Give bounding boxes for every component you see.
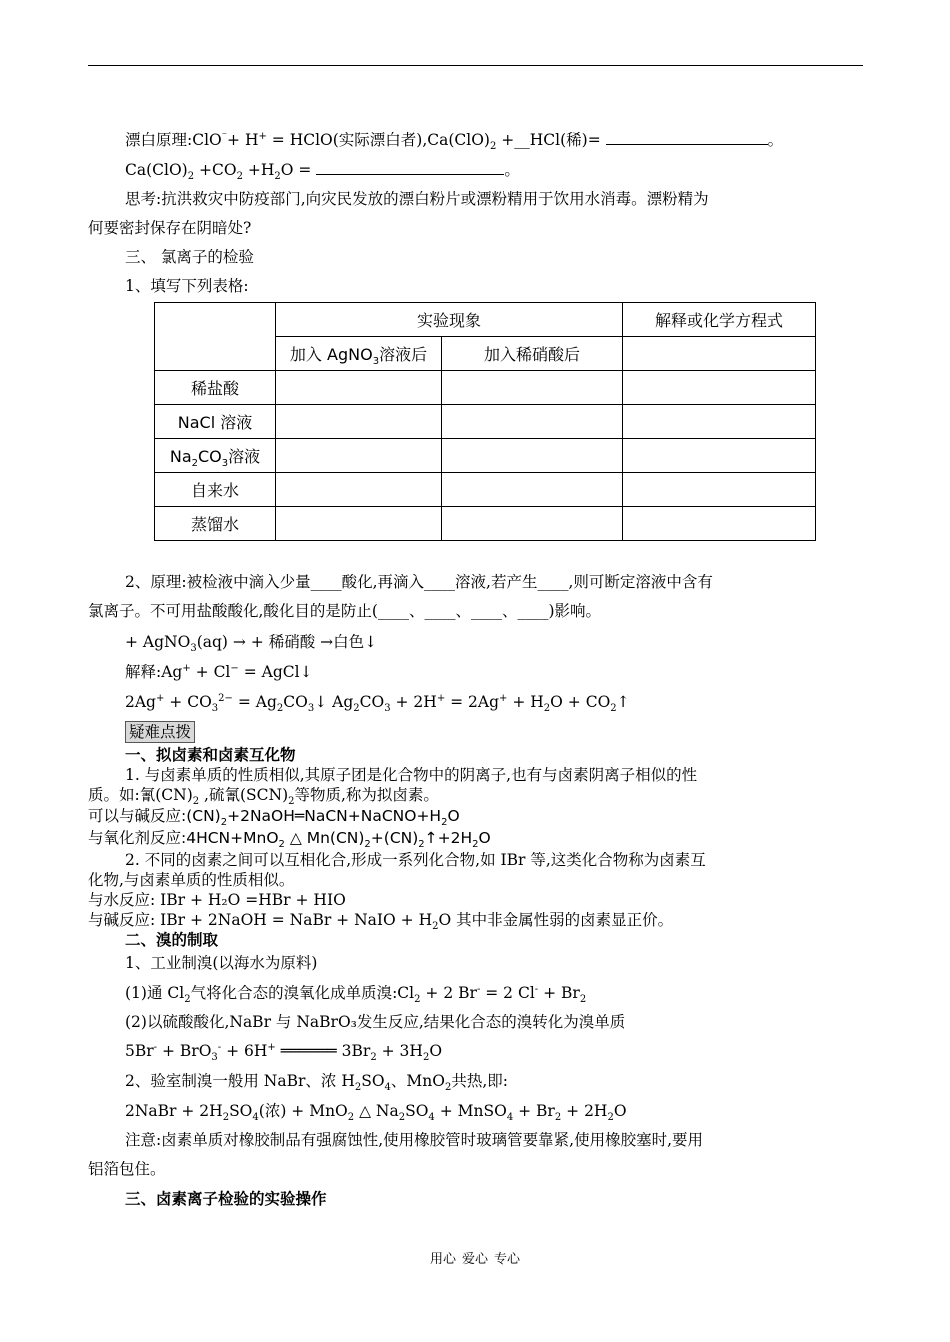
think-line-2: 何要密封保存在阴暗处? — [88, 219, 252, 237]
table-cell[interactable] — [623, 507, 816, 541]
table-cell[interactable] — [276, 371, 442, 405]
answer-blank — [606, 130, 768, 145]
lab-bromine: 2、验室制溴一般用 NaBr、浓 $H_2SO_4$、MnO$_2$共热,即: — [125, 1072, 509, 1094]
pseudo-title: 一、拟卤素和卤素互化物 — [125, 746, 296, 764]
table-row — [155, 507, 816, 541]
tip-tag: 疑难点拨 — [125, 721, 195, 743]
table-cell[interactable] — [623, 439, 816, 473]
note-line-1: 注意:卤素单质对橡胶制品有强腐蚀性,使用橡胶管时玻璃管要靠紧,使用橡胶塞时,要用 — [125, 1131, 704, 1149]
row-label: 自来水 — [155, 473, 276, 507]
step-2: (2)以硫酸酸化,NaBr 与 NaBrO₃发生反应,结果化合态的溴转化为溴单质 — [125, 1013, 626, 1031]
pseudo-p1a: 1. 与卤素单质的性质相似,其原子团是化合物中的阴离子,也有与卤素阴离子相似的性 — [125, 766, 698, 784]
fill-table-label: 1、填写下列表格: — [125, 277, 249, 295]
table-cell[interactable] — [442, 371, 623, 405]
principle-line-1: 2、原理:被检液中滴入少量____酸化,再滴入____溶液,若产生____,则可断定溶液中含有 — [125, 573, 713, 591]
table-corner — [155, 303, 276, 371]
bleach-line-1: 漂白原理:ClO⁻+ H+ = HClO(实际漂白者)$,Ca(ClO)_2$ +__HCl(稀)= 。 — [125, 130, 784, 153]
section-3b-title: 三、卤素离子检验的实验操作 — [125, 1190, 327, 1208]
bromine-title: 二、溴的制取 — [125, 931, 219, 949]
table-row — [155, 405, 816, 439]
think-line-1: 思考:抗洪救灾中防疫部门,向灾民发放的漂白粉片或漂粉精用于饮用水消毒。漂粉精为 — [125, 190, 709, 208]
table-cell[interactable] — [276, 439, 442, 473]
table-row — [155, 439, 816, 473]
table-cell[interactable] — [623, 371, 816, 405]
section-3-title: 三、 氯离子的检验 — [125, 248, 254, 266]
header-add-hno3: 加入稀硝酸后 — [442, 337, 623, 371]
oxidant-reaction: 与氧化剂反应:4HCN+MnO$_2$ △ $Mn(CN)_2+(CN)_2↑+2H_2O$ — [88, 829, 491, 851]
base-reaction: 可以与碱反应$:(CN)_2+2NaOH═NaCN+NaCNO+H_2O$ — [88, 807, 460, 829]
table-row — [155, 473, 816, 507]
pseudo-p1b: 质。如:氰$(CN)_2$ ,硫氰$(SCN)_2$等物质,称为拟卤素。 — [88, 786, 439, 808]
row-label: $Na_2CO_3$溶液 — [155, 439, 276, 473]
page-footer: 用心 爱心 专心 — [429, 1252, 521, 1267]
chloride-test-table — [154, 302, 816, 541]
step-1: (1)通 $Cl_2$气将化合态的溴氧化成单质溴$:Cl_2 + 2$ Br- = 2 $Cl^- + Br_2$ — [125, 983, 587, 1006]
table-cell[interactable] — [442, 439, 623, 473]
water-reaction: 与水反应: IBr + H₂O =HBr + HIO — [88, 891, 346, 909]
lab-equation: 2NaBr + $2H_2SO_4$(浓) + MnO$_2$ △ $Na_2SO_4$ + MnSO$_4$ + $Br_2 + 2H_2O$ — [125, 1102, 627, 1124]
header-explain: 解释或化学方程式 — [623, 303, 816, 337]
carbonate-equation: $2Ag^+ + CO_3^{2-}$ = $Ag_2CO_3↓$ $Ag_2CO_3 + 2H^+ = 2Ag^+ + H_2O$ + $CO_2↑$ — [125, 692, 630, 715]
pseudo-p2a: 2. 不同的卤素之间可以互相化合,形成一系列化合物,如 IBr 等,这类化合物称为卤素互 — [125, 851, 706, 869]
principle-line-2: 氯离子。不可用盐酸酸化,酸化目的是防止(____、____、____、____)影响。 — [88, 602, 602, 620]
header-rule — [88, 65, 863, 66]
table-row — [155, 371, 816, 405]
table-cell[interactable] — [442, 507, 623, 541]
alkali-reaction: 与碱反应: IBr + 2NaOH = NaBr + NaIO + $H_2O$ 其中非金属性弱的卤素显正价。 — [88, 911, 674, 933]
row-label: 蒸馏水 — [155, 507, 276, 541]
table-cell[interactable] — [276, 405, 442, 439]
table-cell[interactable] — [623, 473, 816, 507]
table-cell[interactable] — [623, 405, 816, 439]
pseudo-p2b: 化物,与卤素单质的性质相似。 — [88, 871, 295, 889]
bleach-line-2: $Ca(ClO)_2 +CO_2 +H_2O$ = 。 — [125, 161, 520, 183]
table-cell[interactable] — [442, 405, 623, 439]
header-phenomenon: 实验现象 — [276, 303, 623, 337]
table-cell[interactable] — [276, 473, 442, 507]
industrial-bromine: 1、工业制溴(以海水为原料) — [125, 954, 318, 972]
note-line-2: 铝箔包住。 — [88, 1160, 166, 1178]
bromate-equation: 5Br- + BrO$_3$- + 6H+ ══════ $3Br_2 + 3H_2O$ — [125, 1041, 443, 1064]
table-cell[interactable] — [623, 337, 816, 371]
row-label: NaCl 溶液 — [155, 405, 276, 439]
table-cell[interactable] — [276, 507, 442, 541]
explain-line: 解释:Ag+ + Cl− = AgCl↓ — [125, 662, 313, 681]
reaction-scheme: + AgNO$_3$(aq) → + 稀硝酸 →白色↓ — [125, 633, 378, 655]
header-add-agno3: 加入 AgNO$_3$溶液后 — [276, 337, 442, 371]
table-cell[interactable] — [442, 473, 623, 507]
row-label: 稀盐酸 — [155, 371, 276, 405]
answer-blank — [316, 160, 504, 175]
